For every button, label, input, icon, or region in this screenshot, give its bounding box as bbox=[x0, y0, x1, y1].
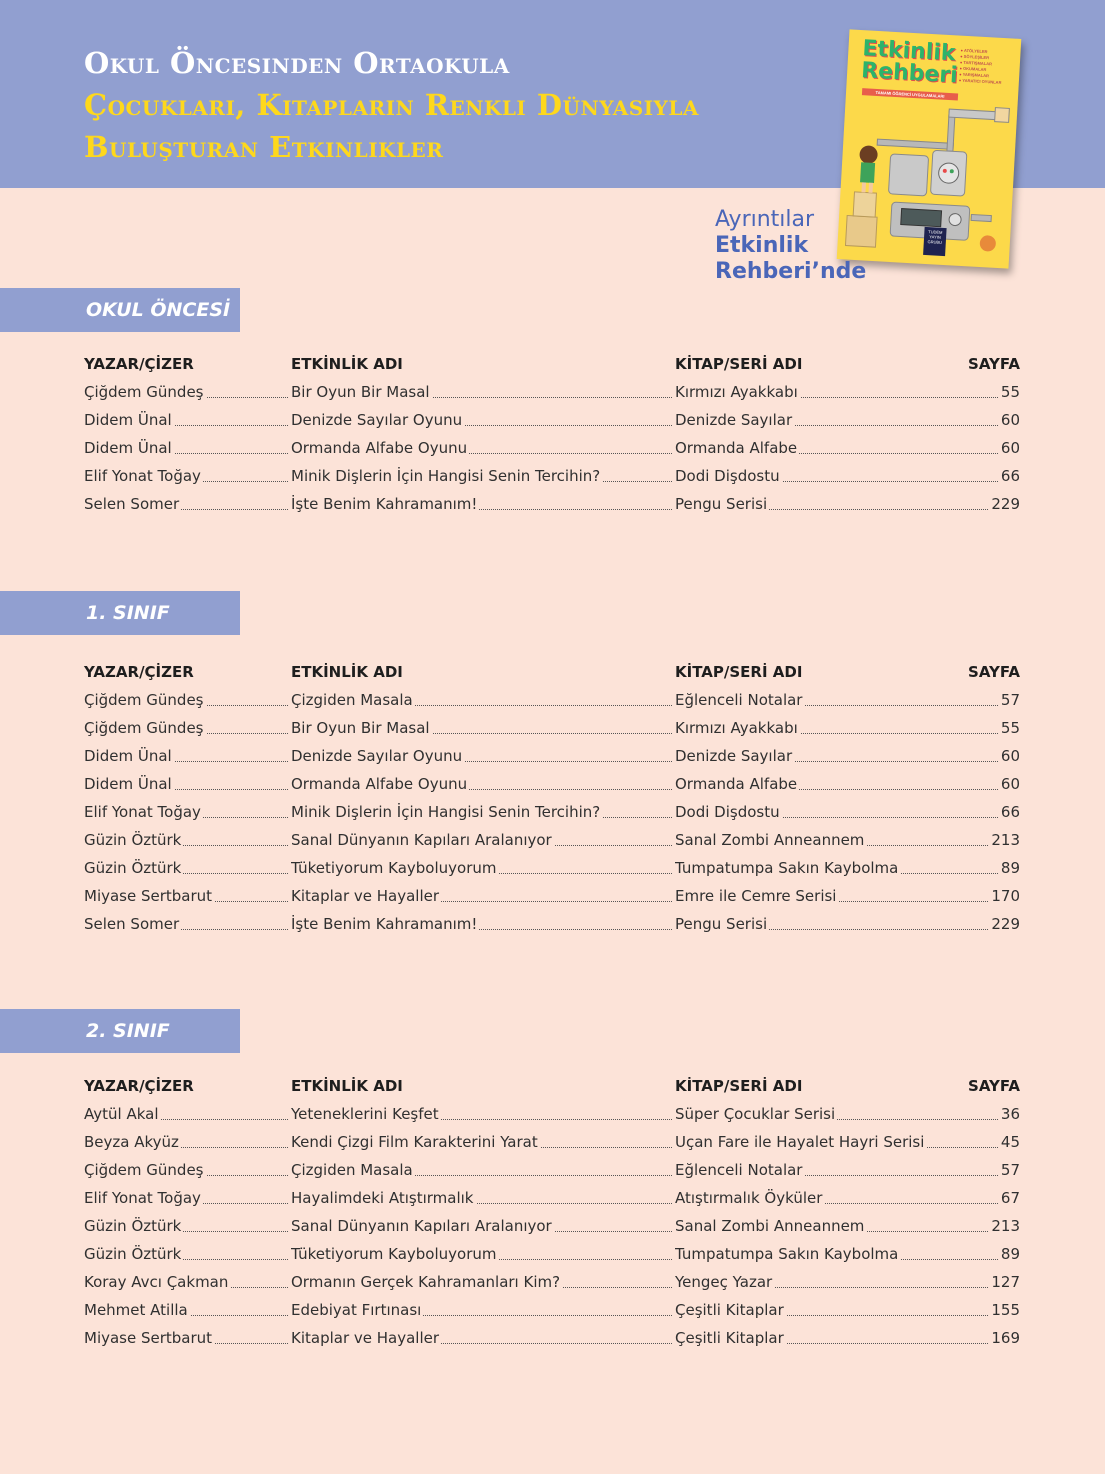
book-cell bbox=[675, 1184, 1020, 1212]
activity-cell bbox=[291, 714, 672, 742]
activity-cell bbox=[291, 882, 672, 910]
activity-cell-text: Denizde Sayılar Oyunu bbox=[291, 411, 463, 429]
author-cell bbox=[84, 462, 288, 490]
book-cell bbox=[675, 686, 1020, 714]
table-2-sinif bbox=[84, 1072, 1020, 1352]
book-cell bbox=[675, 490, 1020, 518]
author-cell-text: Selen Somer bbox=[84, 495, 180, 513]
activity-cell-text: Minik Dişlerin İçin Hangisi Senin Tercihin? bbox=[291, 467, 601, 485]
book-cell bbox=[675, 1156, 1020, 1184]
book-cell-text: Uçan Fare ile Hayalet Hayri Serisi bbox=[675, 1133, 925, 1151]
book-cell-text: Kırmızı Ayakkabı bbox=[675, 383, 798, 401]
page-number: 66 bbox=[999, 798, 1020, 826]
book-cell bbox=[675, 714, 1020, 742]
table-header-row bbox=[84, 1072, 1020, 1100]
activity-cell bbox=[291, 1240, 672, 1268]
author-cell-text: Koray Avcı Çakman bbox=[84, 1273, 229, 1291]
author-cell bbox=[84, 1212, 288, 1240]
author-cell-text: Miyase Sertbarut bbox=[84, 887, 213, 905]
activity-cell bbox=[291, 490, 672, 518]
author-cell bbox=[84, 714, 288, 742]
author-cell-text: Çiğdem Gündeş bbox=[84, 383, 204, 401]
table-row bbox=[84, 714, 1020, 742]
activity-cell bbox=[291, 1128, 672, 1156]
author-cell bbox=[84, 434, 288, 462]
author-cell-text: Güzin Öztürk bbox=[84, 1217, 182, 1235]
author-cell-text: Didem Ünal bbox=[84, 439, 172, 457]
table-row bbox=[84, 686, 1020, 714]
activity-cell-text: Çizgiden Masala bbox=[291, 1161, 413, 1179]
title-line-2: Çocukları, Kitapların Renkli Dünyasıyla bbox=[84, 88, 699, 122]
page-number: 55 bbox=[999, 378, 1020, 406]
author-cell bbox=[84, 910, 288, 938]
author-cell bbox=[84, 1296, 288, 1324]
table-1-sinif bbox=[84, 658, 1020, 938]
book-cell-text: Pengu Serisi bbox=[675, 495, 768, 513]
table-okul-oncesi bbox=[84, 350, 1020, 518]
activity-cell bbox=[291, 1100, 672, 1128]
activity-cell bbox=[291, 434, 672, 462]
author-cell bbox=[84, 490, 288, 518]
book-cell bbox=[675, 378, 1020, 406]
author-cell-text: Çiğdem Gündeş bbox=[84, 1161, 204, 1179]
page-number: 213 bbox=[989, 826, 1020, 854]
column-header-author: YAZAR/ÇİZER bbox=[84, 663, 194, 681]
table-row bbox=[84, 434, 1020, 462]
table-row bbox=[84, 378, 1020, 406]
table-row bbox=[84, 462, 1020, 490]
page-number: 213 bbox=[989, 1212, 1020, 1240]
book-cell bbox=[675, 854, 1020, 882]
author-cell-text: Selen Somer bbox=[84, 915, 180, 933]
book-cell bbox=[675, 1100, 1020, 1128]
page-number: 229 bbox=[989, 490, 1020, 518]
book-cell bbox=[675, 1296, 1020, 1324]
activity-cell-text: Kendi Çizgi Film Karakterini Yarat bbox=[291, 1133, 538, 1151]
book-cell bbox=[675, 406, 1020, 434]
book-cell bbox=[675, 826, 1020, 854]
activity-cell-text: İşte Benim Kahramanım! bbox=[291, 495, 478, 513]
activity-cell bbox=[291, 854, 672, 882]
page-number: 45 bbox=[999, 1128, 1020, 1156]
book-cell-text: Tumpatumpa Sakın Kaybolma bbox=[675, 1245, 899, 1263]
activity-cell bbox=[291, 378, 672, 406]
author-cell-text: Çiğdem Gündeş bbox=[84, 719, 204, 737]
page-number: 60 bbox=[999, 406, 1020, 434]
book-cell-text: Yengeç Yazar bbox=[675, 1273, 773, 1291]
book-cell-text: Tumpatumpa Sakın Kaybolma bbox=[675, 859, 899, 877]
author-cell-text: Beyza Akyüz bbox=[84, 1133, 179, 1151]
activity-cell bbox=[291, 798, 672, 826]
author-cell-text: Didem Ünal bbox=[84, 775, 172, 793]
author-cell-text: Didem Ünal bbox=[84, 747, 172, 765]
activity-cell bbox=[291, 1324, 672, 1352]
book-cell bbox=[675, 882, 1020, 910]
activity-cell-text: Yeteneklerini Keşfet bbox=[291, 1105, 439, 1123]
book-cell-text: Süper Çocuklar Serisi bbox=[675, 1105, 836, 1123]
page-number: 36 bbox=[999, 1100, 1020, 1128]
table-row bbox=[84, 406, 1020, 434]
column-header-book: KİTAP/SERİ ADI bbox=[675, 1077, 803, 1095]
activity-cell-text: Denizde Sayılar Oyunu bbox=[291, 747, 463, 765]
author-cell bbox=[84, 1324, 288, 1352]
activity-cell bbox=[291, 406, 672, 434]
table-row bbox=[84, 1268, 1020, 1296]
author-cell bbox=[84, 854, 288, 882]
activity-cell bbox=[291, 1156, 672, 1184]
activity-cell-text: Sanal Dünyanın Kapıları Aralanıyor bbox=[291, 831, 552, 849]
page-number: 60 bbox=[999, 742, 1020, 770]
publisher-logo: TUDEM YAYIN GRUBU bbox=[923, 227, 947, 256]
activity-cell-text: Çizgiden Masala bbox=[291, 691, 413, 709]
section-tab-okul-oncesi: OKUL ÖNCESİ bbox=[0, 288, 240, 332]
author-cell bbox=[84, 686, 288, 714]
column-header-book: KİTAP/SERİ ADI bbox=[675, 355, 803, 373]
column-header-activity: ETKİNLİK ADI bbox=[291, 355, 403, 373]
book-cell-text: Kırmızı Ayakkabı bbox=[675, 719, 798, 737]
author-cell-text: Güzin Öztürk bbox=[84, 831, 182, 849]
section-tab-1-sinif: 1. SINIF bbox=[0, 591, 240, 635]
activity-cell-text: Minik Dişlerin İçin Hangisi Senin Tercihin? bbox=[291, 803, 601, 821]
book-cell-text: Ormanda Alfabe bbox=[675, 439, 798, 457]
page-number: 55 bbox=[999, 714, 1020, 742]
author-cell bbox=[84, 882, 288, 910]
author-cell-text: Didem Ünal bbox=[84, 411, 172, 429]
book-cell-text: Eğlenceli Notalar bbox=[675, 1161, 803, 1179]
table-row bbox=[84, 1184, 1020, 1212]
activity-cell-text: Kitaplar ve Hayaller bbox=[291, 1329, 440, 1347]
activity-cell bbox=[291, 770, 672, 798]
author-cell bbox=[84, 1268, 288, 1296]
book-cell-text: Emre ile Cemre Serisi bbox=[675, 887, 837, 905]
activity-cell bbox=[291, 1212, 672, 1240]
page-number: 60 bbox=[999, 434, 1020, 462]
page-number: 127 bbox=[989, 1268, 1020, 1296]
table-row bbox=[84, 1100, 1020, 1128]
author-cell-text: Güzin Öztürk bbox=[84, 859, 182, 877]
table-row bbox=[84, 742, 1020, 770]
activity-cell-text: İşte Benim Kahramanım! bbox=[291, 915, 478, 933]
table-row bbox=[84, 910, 1020, 938]
table-row bbox=[84, 798, 1020, 826]
activity-cell-text: Edebiyat Fırtınası bbox=[291, 1301, 422, 1319]
activity-cell-text: Bir Oyun Bir Masal bbox=[291, 719, 430, 737]
section-tab-2-sinif: 2. SINIF bbox=[0, 1009, 240, 1053]
cover-ribbon: TAMAMI ÖĞRENCİ UYGULAMALARI bbox=[862, 88, 958, 100]
column-header-page: SAYFA bbox=[968, 1077, 1020, 1095]
details-note: Ayrıntılar Etkinlik Rehberi’nde bbox=[715, 207, 867, 284]
table-row bbox=[84, 882, 1020, 910]
activity-cell-text: Ormanın Gerçek Kahramanları Kim? bbox=[291, 1273, 561, 1291]
table-row bbox=[84, 1296, 1020, 1324]
book-cell bbox=[675, 434, 1020, 462]
author-cell bbox=[84, 1100, 288, 1128]
column-header-page: SAYFA bbox=[968, 663, 1020, 681]
cover-bullet-list: ● ATÖLYELER ● SÖYLEŞİLER ● TARTIŞMALAR ● OKUMALAR ● YARIŞMALAR ● YARATICI OYUNLAR bbox=[959, 48, 1004, 86]
book-cell-text: Denizde Sayılar bbox=[675, 411, 793, 429]
book-cell bbox=[675, 1268, 1020, 1296]
activity-cell bbox=[291, 686, 672, 714]
author-cell-text: Güzin Öztürk bbox=[84, 1245, 182, 1263]
activity-cell bbox=[291, 910, 672, 938]
page-number: 67 bbox=[999, 1184, 1020, 1212]
author-cell-text: Çiğdem Gündeş bbox=[84, 691, 204, 709]
column-header-author: YAZAR/ÇİZER bbox=[84, 1077, 194, 1095]
table-row bbox=[84, 770, 1020, 798]
book-cell-text: Pengu Serisi bbox=[675, 915, 768, 933]
book-cell bbox=[675, 770, 1020, 798]
book-cell bbox=[675, 1212, 1020, 1240]
book-cell bbox=[675, 910, 1020, 938]
table-row bbox=[84, 490, 1020, 518]
book-cell-text: Eğlenceli Notalar bbox=[675, 691, 803, 709]
page-number: 57 bbox=[999, 686, 1020, 714]
page-number: 155 bbox=[989, 1296, 1020, 1324]
column-header-activity: ETKİNLİK ADI bbox=[291, 1077, 403, 1095]
author-cell-text: Elif Yonat Toğay bbox=[84, 1189, 201, 1207]
author-cell-text: Elif Yonat Toğay bbox=[84, 467, 201, 485]
title-line-3: Buluşturan Etkinlikler bbox=[84, 130, 444, 164]
book-cell bbox=[675, 1128, 1020, 1156]
activity-cell-text: Ormanda Alfabe Oyunu bbox=[291, 775, 468, 793]
book-cell-text: Sanal Zombi Anneannem bbox=[675, 831, 865, 849]
author-cell-text: Elif Yonat Toğay bbox=[84, 803, 201, 821]
author-cell bbox=[84, 1128, 288, 1156]
table-row bbox=[84, 1324, 1020, 1352]
book-cell bbox=[675, 742, 1020, 770]
page-number: 229 bbox=[989, 910, 1020, 938]
table-row bbox=[84, 1128, 1020, 1156]
table-row bbox=[84, 854, 1020, 882]
book-cell-text: Ormanda Alfabe bbox=[675, 775, 798, 793]
title-line-1: Okul Öncesinden Ortaokula bbox=[84, 46, 510, 80]
book-cell-text: Çeşitli Kitaplar bbox=[675, 1329, 784, 1347]
cover-title: Etkinlik Rehberi bbox=[860, 36, 959, 89]
author-cell bbox=[84, 742, 288, 770]
activity-cell-text: Bir Oyun Bir Masal bbox=[291, 383, 430, 401]
activity-cell bbox=[291, 462, 672, 490]
author-cell-text: Miyase Sertbarut bbox=[84, 1329, 213, 1347]
author-cell-text: Mehmet Atilla bbox=[84, 1301, 188, 1319]
activity-cell-text: Kitaplar ve Hayaller bbox=[291, 887, 440, 905]
column-header-activity: ETKİNLİK ADI bbox=[291, 663, 403, 681]
table-row bbox=[84, 826, 1020, 854]
page-number: 170 bbox=[989, 882, 1020, 910]
book-cell bbox=[675, 1240, 1020, 1268]
book-cell bbox=[675, 462, 1020, 490]
table-row bbox=[84, 1156, 1020, 1184]
column-header-page: SAYFA bbox=[968, 355, 1020, 373]
author-cell-text: Aytül Akal bbox=[84, 1105, 159, 1123]
book-cell bbox=[675, 1324, 1020, 1352]
book-cell-text: Sanal Zombi Anneannem bbox=[675, 1217, 865, 1235]
column-header-book: KİTAP/SERİ ADI bbox=[675, 663, 803, 681]
book-cell bbox=[675, 798, 1020, 826]
book-cell-text: Dodi Dişdostu bbox=[675, 467, 780, 485]
table-header-row bbox=[84, 658, 1020, 686]
book-cell-text: Dodi Dişdostu bbox=[675, 803, 780, 821]
activity-cell bbox=[291, 742, 672, 770]
activity-cell bbox=[291, 826, 672, 854]
page-number: 57 bbox=[999, 1156, 1020, 1184]
activity-cell-text: Ormanda Alfabe Oyunu bbox=[291, 439, 468, 457]
book-cell-text: Atıştırmalık Öyküler bbox=[675, 1189, 823, 1207]
page-number: 89 bbox=[999, 1240, 1020, 1268]
activity-cell bbox=[291, 1184, 672, 1212]
author-cell bbox=[84, 826, 288, 854]
author-cell bbox=[84, 770, 288, 798]
activity-cell bbox=[291, 1268, 672, 1296]
book-cell-text: Denizde Sayılar bbox=[675, 747, 793, 765]
column-header-author: YAZAR/ÇİZER bbox=[84, 355, 194, 373]
author-cell bbox=[84, 378, 288, 406]
page-number: 60 bbox=[999, 770, 1020, 798]
page-number: 66 bbox=[999, 462, 1020, 490]
table-row bbox=[84, 1240, 1020, 1268]
activity-cell-text: Hayalimdeki Atıştırmalık bbox=[291, 1189, 474, 1207]
author-cell bbox=[84, 798, 288, 826]
activity-cell-text: Tüketiyorum Kayboluyorum bbox=[291, 1245, 497, 1263]
page-number: 169 bbox=[989, 1324, 1020, 1352]
book-cell-text: Çeşitli Kitaplar bbox=[675, 1301, 784, 1319]
page-number: 89 bbox=[999, 854, 1020, 882]
author-cell bbox=[84, 1184, 288, 1212]
activity-cell bbox=[291, 1296, 672, 1324]
activity-cell-text: Tüketiyorum Kayboluyorum bbox=[291, 859, 497, 877]
activity-cell-text: Sanal Dünyanın Kapıları Aralanıyor bbox=[291, 1217, 552, 1235]
table-row bbox=[84, 1212, 1020, 1240]
author-cell bbox=[84, 1156, 288, 1184]
author-cell bbox=[84, 1240, 288, 1268]
author-cell bbox=[84, 406, 288, 434]
table-header-row bbox=[84, 350, 1020, 378]
